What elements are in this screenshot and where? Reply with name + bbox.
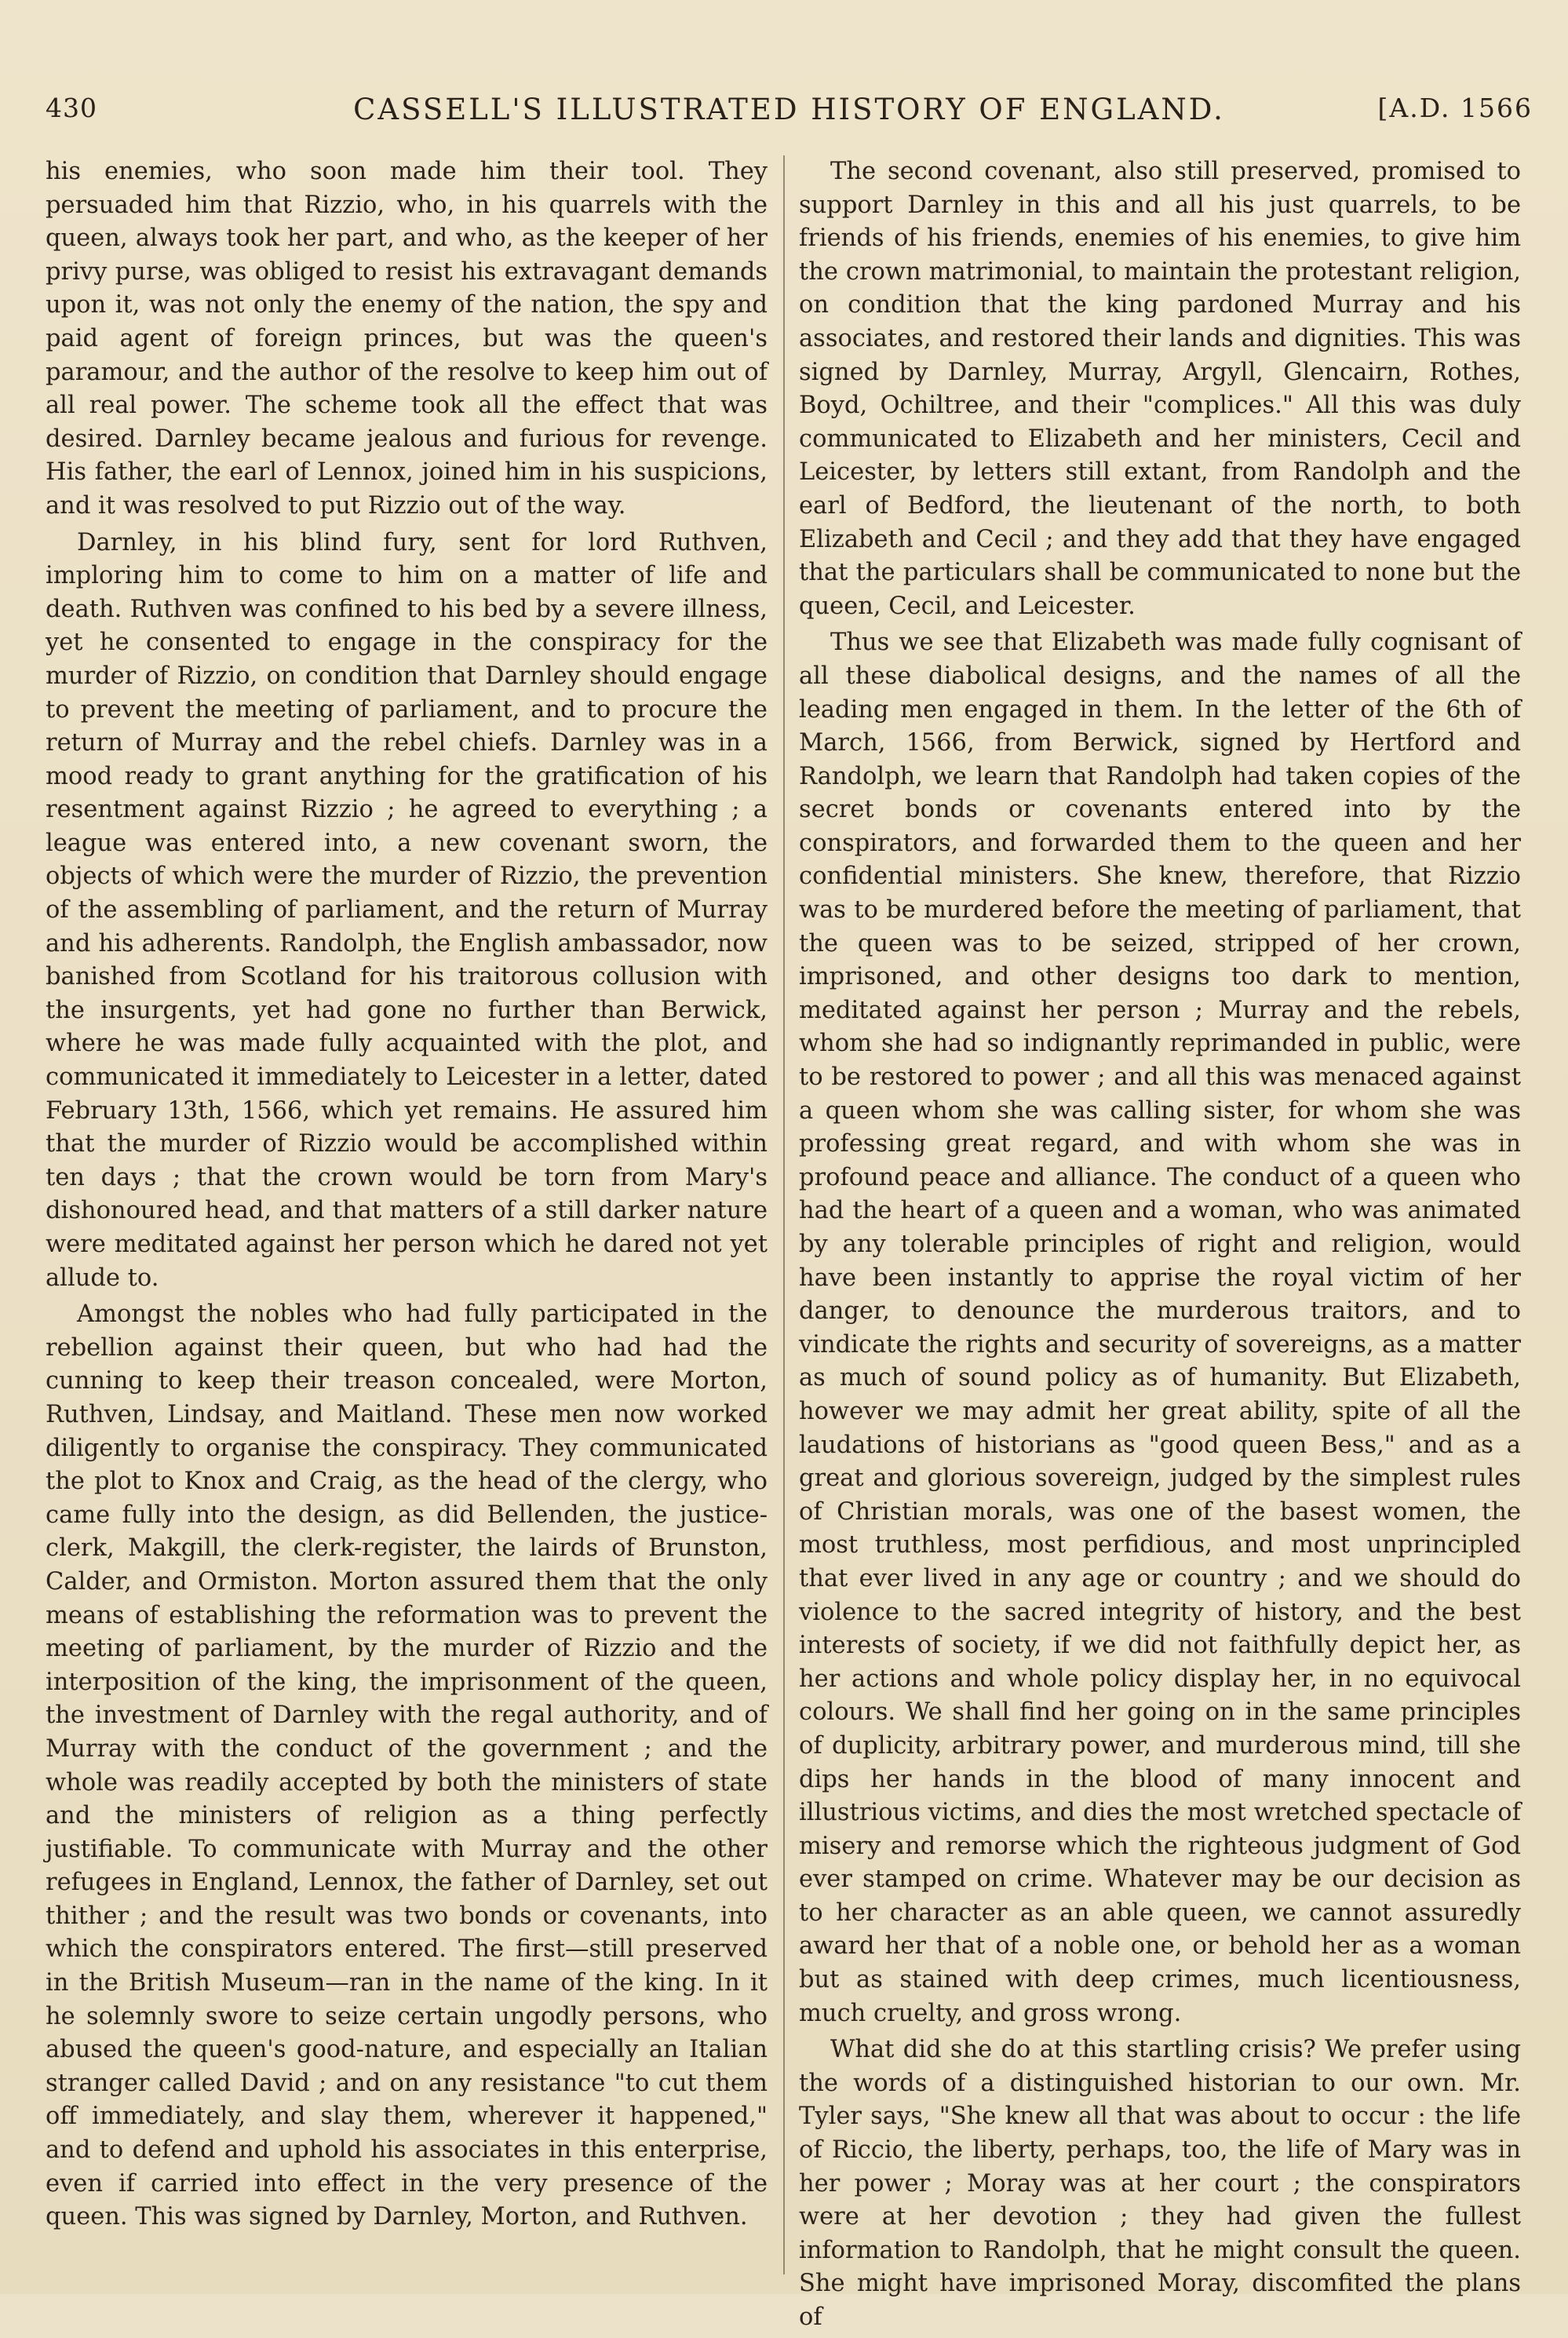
running-title: CASSELL'S ILLUSTRATED HISTORY OF ENGLAND.: [353, 93, 1225, 126]
left-column: [46, 155, 768, 2238]
running-header: [46, 93, 1533, 137]
paragraph: Darnley, in his blind fury, sent for lord Ruthven, imploring him to come to him on a matter of life and death. Ruthven was confined to his bed by a severe illness, yet he consented to engage in the conspiracy for the murder of Rizzio, on condition that Darnley should engage to prevent the meeting of parliament, and to procure the return of Murray and the rebel chiefs. Darnley was in a mood ready to grant anything for the gratification of his resentment against Rizzio ; he agreed to everything ; a league was entered into, a new covenant sworn, the objects of which were the murder of Rizzio, the prevention of the assembling of parliament, and the return of Murray and his adherents. Randolph, the English ambassador, now banished from Scotland for his traitorous collusion with the insurgents, yet had gone no further than Berwick, where he was made fully acquainted with the plot, and communicated it immediately to Leicester in a letter, dated February 13th, 1566, which yet remains. He assured him that the murder of Rizzio would be accomplished within ten days ; that the crown would be torn from Mary's dishonoured head, and that matters of a still darker nature were meditated against her person which he dared not yet allude to.: [46, 528, 768, 1292]
page-number: 430: [46, 93, 97, 123]
paragraph: What did she do at this startling crisis? We prefer using the words of a distinguished historian to our own. Mr. Tyler says, "She knew all that was about to occur : the life of Riccio, the liberty, perhaps, too, the life of Mary was in her power ; Moray was at her court ; the conspirators were at her devotion ; they had given the fullest information to Randolph, that he might consult the queen. She might have imprisoned Moray, discomfited the plans of: [799, 2036, 1521, 2331]
date-range: [A.D. 1566: [1377, 93, 1533, 123]
paragraph: Amongst the nobles who had fully participated in the rebellion against their queen, but who had had the cunning to keep their treason concealed, were Morton, Ruthven, Lindsay, and Maitland. These men now worked diligently to organise the conspiracy. They communicated the plot to Knox and Craig, as the head of the clergy, who came fully into the design, as did Bellenden, the justice-clerk, Makgill, the clerk-register, the lairds of Brunston, Calder, and Ormiston. Morton assured them that the only means of establishing the reformation was to prevent the meeting of parliament, by the murder of Rizzio and the interposition of the king, the imprisonment of the queen, the investment of Darnley with the regal authority, and of Murray with the conduct of the government ; and the whole was readily accepted by both the ministers of state and the ministers of religion as a thing perfectly justifiable. To communicate with Murray and the other refugees in England, Lennox, the father of Darnley, set out thither ; and the result was two bonds or covenants, into which the conspirators entered. The first—still preserved in the British Museum—ran in the name of the king. In it he solemnly swore to seize certain ungodly persons, who abused the queen's good-nature, and especially an Italian stranger called David ; and on any resistance "to cut them off immediately, and slay them, wherever it happened," and to defend and uphold his associates in this enterprise, even if carried into effect in the very presence of the queen. This was signed by Darnley, Morton, and Ruthven.: [46, 1300, 768, 2231]
paragraph: his enemies, who soon made him their tool. They persuaded him that Rizzio, who, in his quarrels with the queen, always took her part, and who, as the keeper of her privy purse, was obliged to resist his extravagant demands upon it, was not only the enemy of the nation, the spy and paid agent of foreign princes, but was the queen's paramour, and the author of the resolve to keep him out of all real power. The scheme took all the effect that was desired. Darnley became jealous and furious for revenge. His father, the earl of Lennox, joined him in his suspicions, and it was resolved to put Rizzio out of the way.: [46, 158, 768, 520]
paragraph: The second covenant, also still preserved, promised to support Darnley in this and all his just quarrels, to be friends of his friends, enemies of his enemies, to give him the crown matrimonial, to maintain the protestant religion, on condition that the king pardoned Murray and his associates, and restored their lands and dignities. This was signed by Darnley, Murray, Argyll, Glencairn, Rothes, Boyd, Ochiltree, and their "complices." All this was duly communicated to Elizabeth and her ministers, Cecil and Leicester, by letters still extant, from Randolph and the earl of Bedford, the lieutenant of the north, to both Elizabeth and Cecil ; and they add that they have engaged that the particulars shall be communicated to none but the queen, Cecil, and Leicester.: [799, 158, 1521, 620]
paragraph: Thus we see that Elizabeth was made fully cognisant of all these diabolical designs, and the names of all the leading men engaged in them. In the letter of the 6th of March, 1566, from Berwick, signed by Hertford and Randolph, we learn that Randolph had taken copies of the secret bonds or covenants entered into by the conspirators, and forwarded them to the queen and her confidential ministers. She knew, therefore, that Rizzio was to be murdered before the meeting of parliament, that the queen was to be seized, stripped of her crown, imprisoned, and other designs too dark to mention, meditated against her person ; Murray and the rebels, whom she had so indignantly reprimanded in public, were to be restored to power ; and all this was menaced against a queen whom she was calling sister, for whom she was professing great regard, and with whom she was in profound peace and alliance. The conduct of a queen who had the heart of a queen and a woman, who was animated by any tolerable principles of right and religion, would have been instantly to apprise the royal victim of her danger, to denounce the murderous traitors, and to vindicate the rights and security of sovereigns, as a matter as much of sound policy as of humanity. But Elizabeth, however we may admit her great ability, spite of all the laudations of historians as "good queen Bess," and as a great and glorious sovereign, judged by the simplest rules of Christian morals, was one of the basest women, the most truthless, most perfidious, and most unprincipled that ever lived in any age or country ; and we should do violence to the sacred integrity of history, and the best interests of society, if we did not faithfully depict her, as her actions and whole policy display her, in no equivocal colours. We shall find her going on in the same principles of duplicity, arbitrary power, and murderous mind, till she dips her hands in the blood of many innocent and illustrious victims, and dies the most wretched spectacle of misery and remorse which the righteous judgment of God ever stamped on crime. Whatever may be our decision as to her character as an able queen, we cannot assuredly award her that of a noble one, or behold her as a woman but as stained with deep crimes, much licentiousness, much cruelty, and gross wrong.: [799, 629, 1521, 2027]
column-divider: [783, 155, 785, 2274]
right-column: [799, 155, 1521, 2338]
